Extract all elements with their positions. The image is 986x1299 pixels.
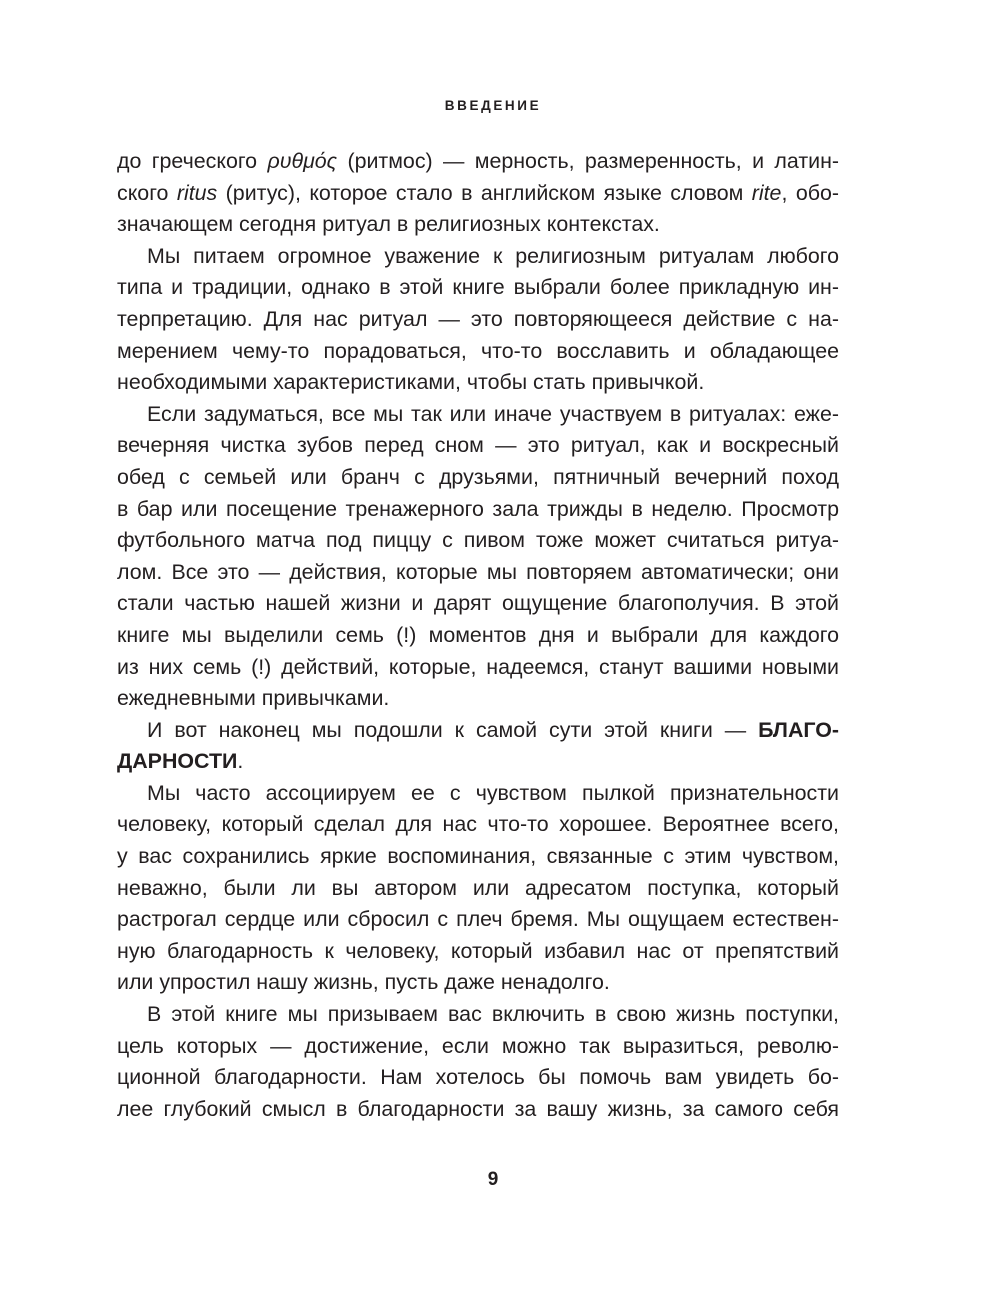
text-run: цель которых — достижение, если можно так выразиться, револю- — [117, 1033, 839, 1058]
text-run: В этой книге мы призываем вас включить в свою жизнь поступки, — [147, 1002, 839, 1027]
text-run: И вот наконец мы подошли к самой сути этой книги — — [147, 717, 759, 742]
text-run: у вас сохранились яркие воспоминания, связанные с этим чувством, — [117, 844, 839, 869]
text-line — [117, 462, 839, 494]
text-line — [117, 809, 839, 841]
text-run: значающем сегодня ритуал в религиозных контекстах. — [117, 212, 660, 237]
bold-text: БЛАГО- — [758, 717, 839, 742]
page-number: 9 — [487, 1169, 499, 1190]
text-line — [117, 841, 839, 873]
text-line — [117, 146, 839, 178]
text-run: . — [237, 749, 244, 774]
text-run: (ритмос) — мерность, размеренность, и латин- — [337, 149, 840, 173]
text-run: , обо- — [781, 180, 839, 205]
text-run: терпретацию. Для нас ритуал — это повторяющееся действие с на- — [117, 306, 839, 331]
text-line — [117, 873, 839, 905]
text-line — [117, 967, 839, 999]
text-run: Если задуматься, все мы так или иначе участвуем в ритуалах: еже- — [147, 401, 839, 426]
text-run: типа и традиции, однако в этой книге выбрали более прикладную ин- — [117, 275, 839, 300]
text-line — [117, 1094, 839, 1126]
text-run: ежедневными привычками. — [117, 686, 390, 711]
text-run: лее глубокий смысл в благодарности за вашу жизнь, за самого себя — [117, 1096, 839, 1121]
text-line — [117, 683, 839, 715]
text-line — [117, 904, 839, 936]
text-run: стали частью нашей жизни и дарят ощущение благополучия. В этой — [117, 591, 839, 616]
text-run: необходимыми характеристиками, чтобы стать привычкой. — [117, 370, 705, 395]
text-run: ского — [117, 180, 177, 205]
text-line — [117, 304, 839, 336]
italic-text: ritus — [176, 180, 218, 205]
text-line — [117, 525, 839, 557]
text-run: ную благодарность к человеку, который избавил нас от препятствий — [117, 938, 839, 963]
text-run: лом. Все это — действия, которые мы повторяем автоматически; они — [117, 559, 839, 584]
text-line — [117, 557, 839, 589]
text-run: мерением чему-то порадоваться, что-то восславить и обладающее — [117, 338, 839, 363]
text-line — [117, 367, 839, 399]
bold-text: ДАРНОСТИ — [117, 749, 238, 774]
text-run: вечерняя чистка зубов перед сном — это ритуал, как и воскресный — [117, 433, 839, 458]
text-line — [117, 778, 839, 810]
text-run: обед с семьей или бранч с друзьями, пятничный вечерний поход — [117, 464, 839, 489]
text-line — [117, 272, 839, 304]
body-text — [117, 146, 839, 1125]
text-line — [117, 241, 839, 273]
text-line — [117, 336, 839, 368]
text-run: Мы питаем огромное уважение к религиозным ритуалам любого — [147, 243, 839, 268]
text-line — [117, 494, 839, 526]
text-line — [117, 430, 839, 462]
text-run: человеку, который сделал для нас что-то хорошее. Вероятнее всего, — [117, 812, 839, 837]
text-line — [117, 999, 839, 1031]
text-run: растрогал сердце или сбросил с плеч бремя. Мы ощущаем естествен- — [117, 907, 839, 932]
text-line — [117, 399, 839, 431]
text-run: до греческого — [117, 149, 268, 173]
text-line — [117, 715, 839, 747]
italic-text: ρυθμός — [267, 149, 338, 173]
text-run: в бар или посещение тренажерного зала трижды в неделю. Просмотр — [117, 496, 839, 521]
text-run: из них семь (!) действий, которые, надеемся, станут вашими новыми — [117, 654, 839, 679]
text-run: Мы часто ассоциируем ее с чувством пылкой признательности — [147, 780, 839, 805]
text-run: неважно, были ли вы автором или адресатом поступка, который — [117, 875, 839, 900]
text-run: или упростил нашу жизнь, пусть даже ненадолго. — [117, 970, 610, 995]
italic-text: rite — [751, 180, 782, 205]
text-line — [117, 1062, 839, 1094]
running-head: ВВЕДЕНИЕ — [444, 98, 542, 113]
text-run: (ритус), которое стало в английском языке словом — [217, 180, 752, 205]
text-line — [117, 620, 839, 652]
text-line — [117, 588, 839, 620]
text-line — [117, 936, 839, 968]
text-line — [117, 746, 839, 778]
text-run: книге мы выделили семь (!) моментов дня и выбрали для каждого — [117, 622, 839, 647]
text-run: ционной благодарности. Нам хотелось бы помочь вам увидеть бо- — [117, 1065, 839, 1090]
text-line — [117, 178, 839, 210]
text-line — [117, 1031, 839, 1063]
text-line — [117, 209, 839, 241]
text-run: футбольного матча под пиццу с пивом тоже может считаться ритуа- — [117, 528, 839, 553]
text-line — [117, 652, 839, 684]
